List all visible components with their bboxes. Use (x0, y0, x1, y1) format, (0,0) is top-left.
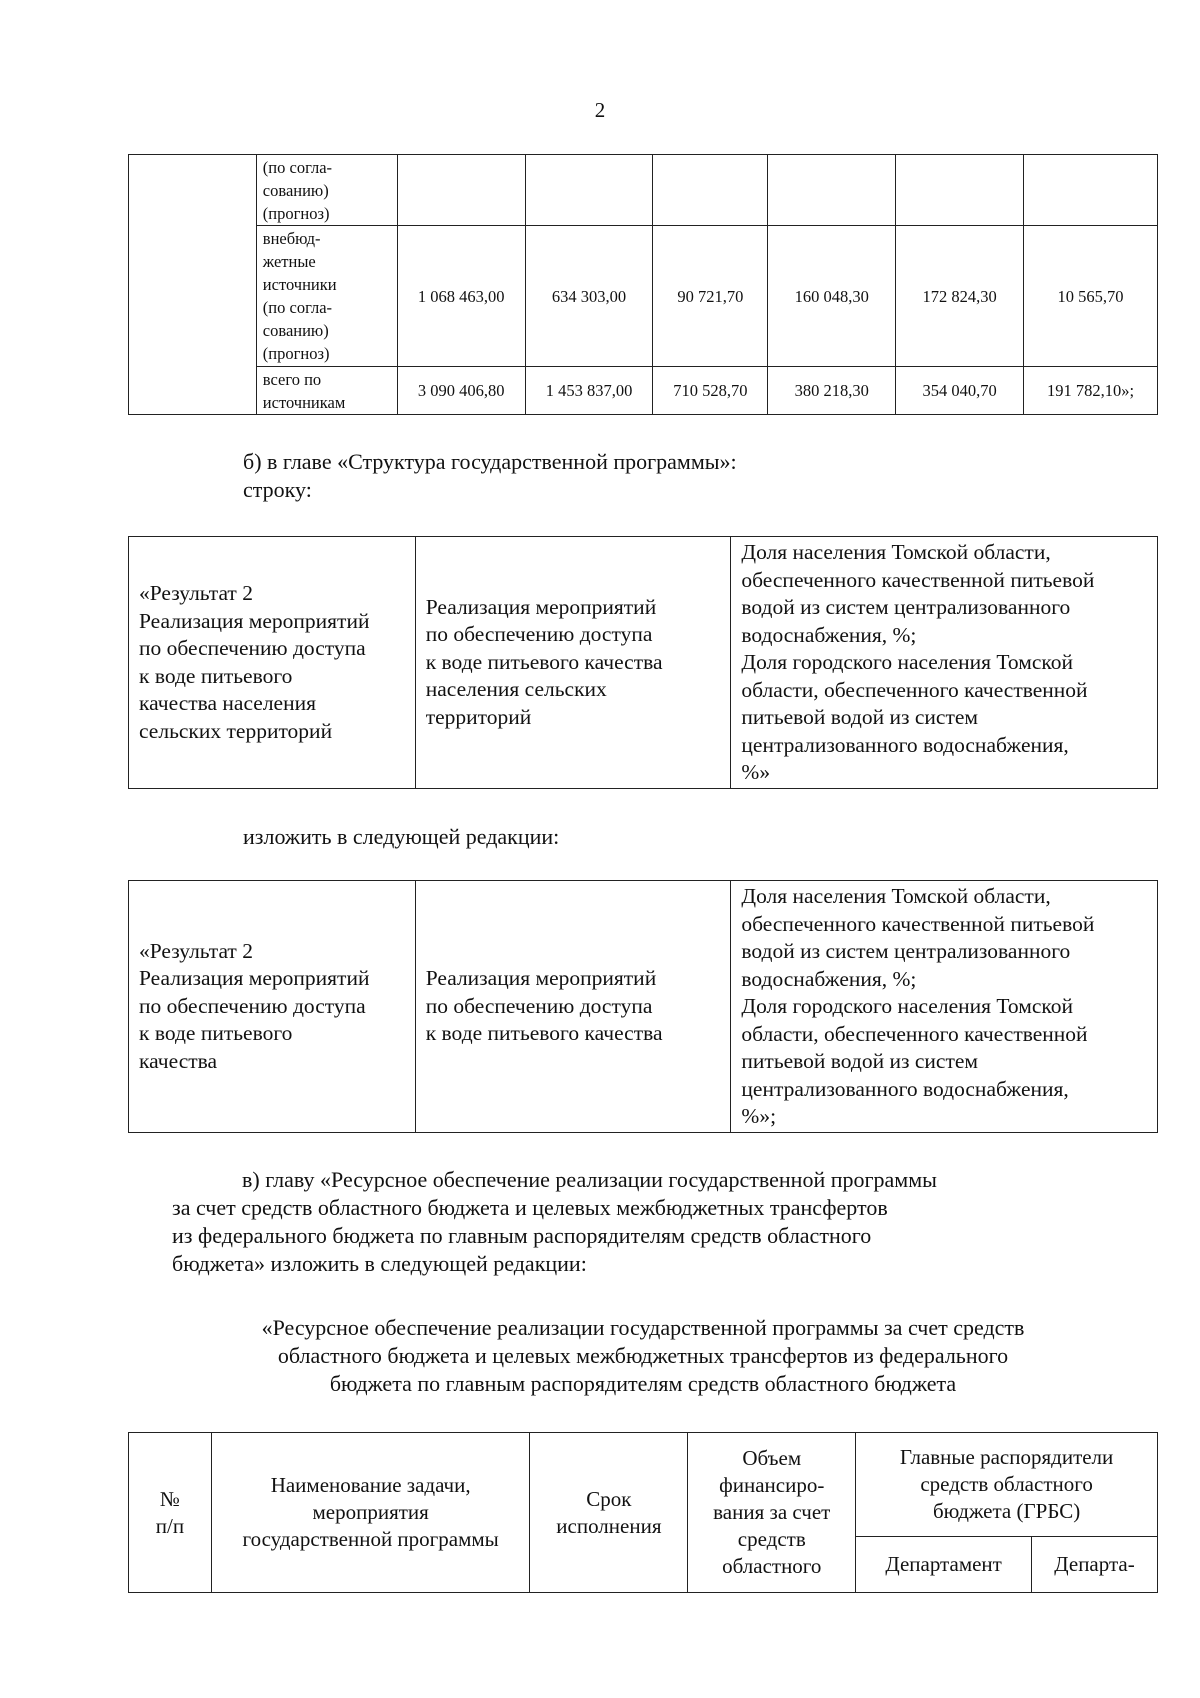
result-cell: «Результат 2 Реализация мероприятий по обеспечению доступа к воде питьевого качества (129, 881, 416, 1133)
value-cell: 10 565,70 (1024, 226, 1158, 367)
value-cell: 3 090 406,80 (397, 367, 525, 415)
table-row (129, 155, 1158, 226)
paragraph-edit: изложить в следующей редакции: (243, 824, 560, 849)
value-cell: 354 040,70 (896, 367, 1024, 415)
indicator-cell: Доля населения Томской области, обеспеченного качественной питьевой водой из систем централизованного водоснабжения, %; Доля городского населения Томской области, обеспеченного качественной питьевой водой из систем централизованного водоснабжения, %» (731, 537, 1158, 789)
header-number: № п/п (129, 1433, 212, 1593)
table-row (129, 367, 1158, 415)
value-cell: 710 528,70 (653, 367, 768, 415)
value-cell: 1 068 463,00 (397, 226, 525, 367)
value-cell: 1 453 837,00 (525, 367, 653, 415)
table-row (129, 537, 1158, 789)
financing-table (128, 154, 1158, 415)
value-cell: 172 824,30 (896, 226, 1024, 367)
row-label-consent: (по согла- сованию) (прогноз) (256, 155, 397, 226)
value-cell: 160 048,30 (768, 226, 896, 367)
row-label-total: всего по источникам (256, 367, 397, 415)
header-grbs: Главные распорядители средств областного бюджета (ГРБС) (856, 1433, 1158, 1537)
header-department-1: Департамент (856, 1537, 1032, 1593)
header-department-2: Департа- (1032, 1537, 1158, 1593)
structure-table-new (128, 880, 1158, 1133)
value-cell: 90 721,70 (653, 226, 768, 367)
cell (525, 155, 653, 226)
cell (896, 155, 1024, 226)
cell (768, 155, 896, 226)
resource-table-header (128, 1432, 1158, 1593)
paragraph-b: б) в главе «Структура государственной программы»: строку: (243, 449, 737, 502)
section-title: «Ресурсное обеспечение реализации государственной программы за счет средств областного бюджета и целевых межбюджетных трансфертов из федерального бюджета по главным распорядителям средств областного бюджета (261, 1315, 1025, 1396)
result-cell: «Результат 2 Реализация мероприятий по обеспечению доступа к воде питьевого качества населения сельских территорий (129, 537, 416, 789)
value-cell: 634 303,00 (525, 226, 653, 367)
header-volume: Объем финансиро- вания за счет средств областного (688, 1433, 856, 1593)
empty-cell (129, 155, 257, 415)
header-term: Срок исполнения (530, 1433, 688, 1593)
structure-table-old (128, 536, 1158, 789)
paragraph-v: в) главу «Ресурсное обеспечение реализации государственной программы за счет средств областного бюджета и целевых межбюджетных трансфертов из федерального бюджета по главным распорядителям средств областного бюджета» изложить в следующей редакции: (172, 1167, 937, 1276)
table-row (129, 226, 1158, 367)
measure-cell: Реализация мероприятий по обеспечению доступа к воде питьевого качества (415, 881, 731, 1133)
cell (653, 155, 768, 226)
value-cell: 380 218,30 (768, 367, 896, 415)
cell (1024, 155, 1158, 226)
value-cell: 191 782,10»; (1024, 367, 1158, 415)
row-label-extrabudget: внебюд- жетные источники (по согла- сованию) (прогноз) (256, 226, 397, 367)
table-row (129, 881, 1158, 1133)
indicator-cell: Доля населения Томской области, обеспеченного качественной питьевой водой из систем централизованного водоснабжения, %; Доля городского населения Томской области, обеспеченного качественной питьевой водой из систем централизованного водоснабжения, %»; (731, 881, 1158, 1133)
cell (397, 155, 525, 226)
header-task-name: Наименование задачи, мероприятия государственной программы (211, 1433, 530, 1593)
measure-cell: Реализация мероприятий по обеспечению доступа к воде питьевого качества населения сельских территорий (415, 537, 731, 789)
page-number: 2 (594, 98, 606, 122)
table-row (129, 1433, 1158, 1537)
